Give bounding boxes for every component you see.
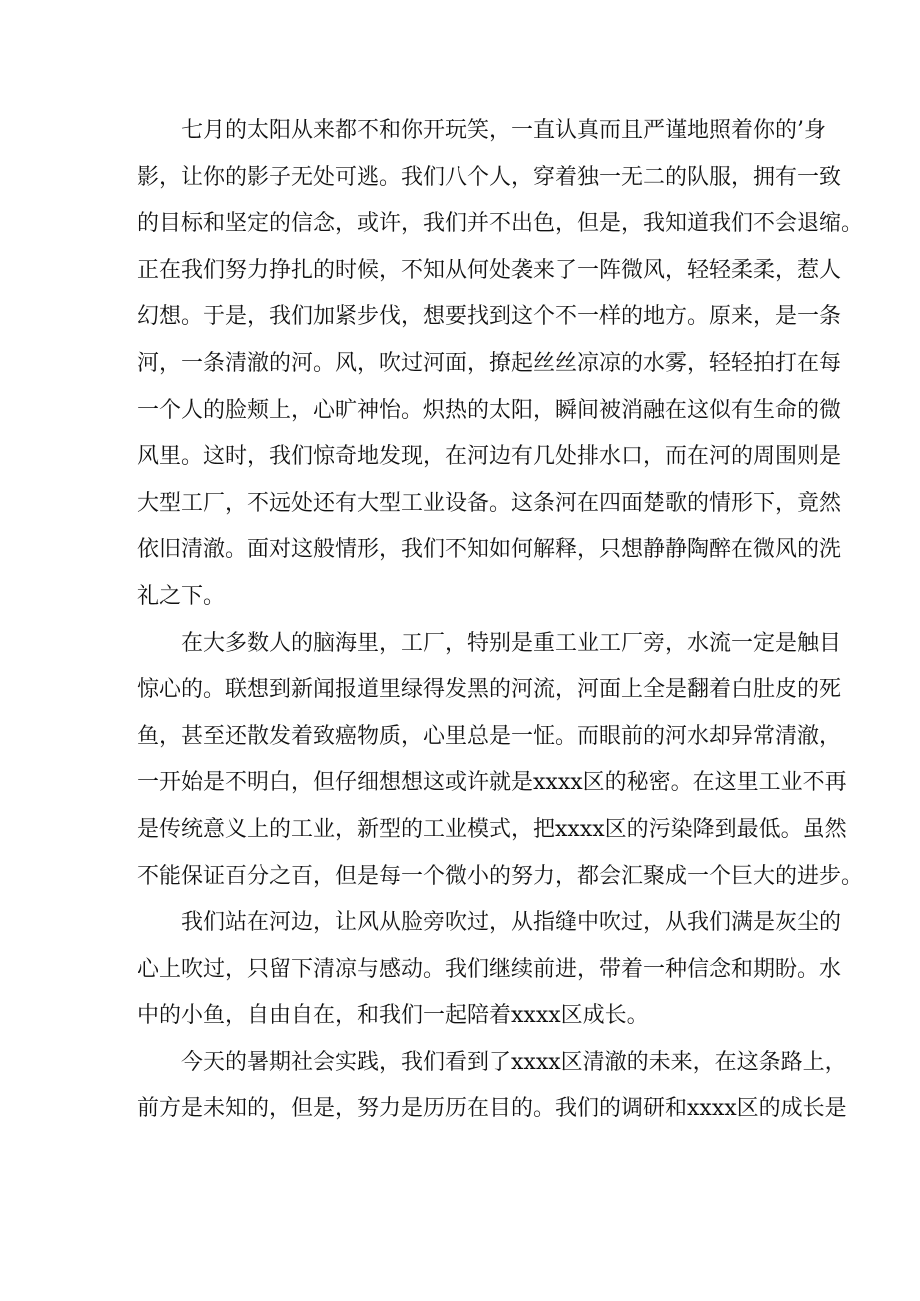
paragraph-1 <box>137 108 864 621</box>
text-line: 的目标和坚定的信念，或许，我们并不出色，但是，我知道我们不会退缩。 <box>137 211 864 237</box>
text-line: 中的小鱼，自由自在，和我们一起陪着xxxx区成长。 <box>137 1003 649 1029</box>
paragraph-3 <box>137 900 842 1040</box>
text-line: 风里。这时，我们惊奇地发现，在河边有几处排水口，而在河的周围则是 <box>137 444 842 470</box>
text-line: 我们站在河边，让风从脸旁吹过，从指缝中吹过，从我们满是灰尘的 <box>181 910 842 936</box>
text-line: 惊心的。联想到新闻报道里绿得发黑的河流，河面上全是翻着白肚皮的死 <box>137 677 842 703</box>
text-line: 幻想。于是，我们加紧步伐，想要找到这个不一样的地方。原来，是一条 <box>137 304 842 330</box>
paragraph-4 <box>137 1040 847 1133</box>
text-line: 前方是未知的，但是，努力是历历在目的。我们的调研和xxxx区的成长是 <box>137 1096 847 1122</box>
paragraph-2 <box>137 621 864 901</box>
text-line: 河，一条清澈的河。风，吹过河面，撩起丝丝凉凉的水雾，轻轻拍打在每 <box>137 350 842 376</box>
text-line: 影，让你的影子无处可逃。我们八个人，穿着独一无二的队服，拥有一致 <box>137 164 842 190</box>
text-line: 不能保证百分之百，但是每一个微小的努力，都会汇聚成一个巨大的进步。 <box>137 863 864 889</box>
text-line: 在大多数人的脑海里，工厂，特别是重工业工厂旁，水流一定是触目 <box>181 630 842 656</box>
text-line: 心上吹过，只留下清凉与感动。我们继续前进，带着一种信念和期盼。水 <box>137 956 842 982</box>
text-line: 鱼，甚至还散发着致癌物质，心里总是一怔。而眼前的河水却异常清澈， <box>137 723 842 749</box>
text-line: 七月的太阳从来都不和你开玩笑，一直认真而且严谨地照着你的’身 <box>181 118 826 143</box>
text-line: 大型工厂，不远处还有大型工业设备。这条河在四面楚歌的情形下，竟然 <box>137 490 842 516</box>
text-line: 礼之下。 <box>137 583 226 609</box>
text-line: 是传统意义上的工业，新型的工业模式，把xxxx区的污染降到最低。虽然 <box>137 816 847 842</box>
document-body <box>137 108 864 1133</box>
text-line: 依旧清澈。面对这般情形，我们不知如何解释，只想静静陶醉在微风的洗 <box>137 537 842 563</box>
text-line: 一开始是不明白，但仔细想想这或许就是xxxx区的秘密。在这里工业不再 <box>137 770 847 796</box>
text-line: 一个人的脸颊上，心旷神怡。炽热的太阳，瞬间被消融在这似有生命的微 <box>137 397 842 423</box>
text-line: 今天的暑期社会实践，我们看到了xxxx区清澈的未来，在这条路上， <box>181 1049 847 1075</box>
text-line: 正在我们努力挣扎的时候，不知从何处袭来了一阵微风，轻轻柔柔，惹人 <box>137 257 842 283</box>
